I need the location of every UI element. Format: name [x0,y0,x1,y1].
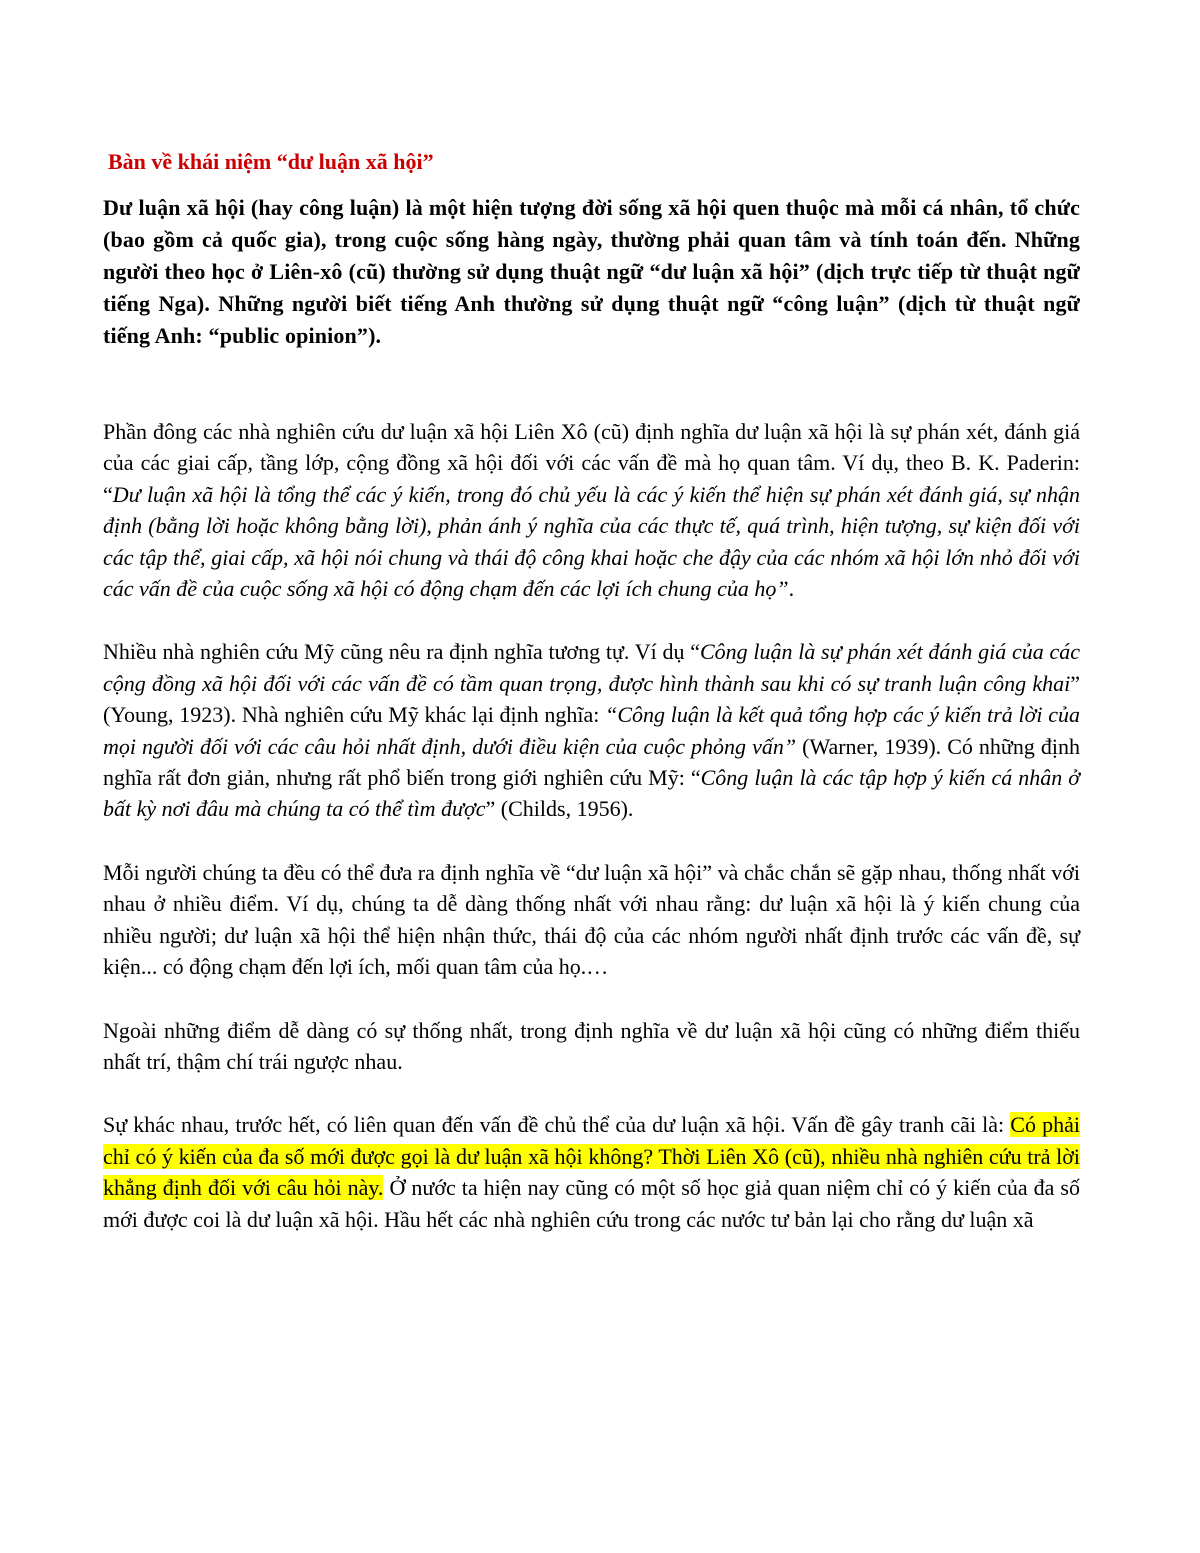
paragraph-spacer [103,352,1080,416]
document-page [103,148,1080,1235]
paragraph-text: ” (Childs, 1956). [485,796,634,822]
paragraph-subject-difference [103,1109,1080,1235]
paragraph-text: Nhiều nhà nghiên cứu Mỹ cũng nêu ra định nghĩa tương tự. Ví dụ “ [103,639,700,665]
paragraph-soviet-definition [103,416,1080,604]
quote-young: Công luận là sự phán xét đánh giá của các cộng đồng xã hội đối với các vấn đề có tầm quan trọng, được hình thành sau khi có sự tranh luận công khai [103,639,1080,696]
paragraph-spacer [103,1077,1080,1109]
highlighted-text: Có phải chỉ có ý kiến của đa số mới được gọi là dư luận xã hội không? Thời Liên Xô (cũ), nhiều nhà nghiên cứu trả lời khẳng định đối với câu hỏi này. [103,1112,1080,1201]
paragraph-spacer [103,983,1080,1015]
paragraph-common-ground: Mỗi người chúng ta đều có thể đưa ra định nghĩa về “dư luận xã hội” và chắc chắn sẽ gặp nhau, thống nhất với nhau ở nhiều điểm. Ví dụ, chúng ta dễ dàng thống nhất với nhau rằng: dư luận xã hội là ý kiến chung của nhiều người; dư luận xã hội thể hiện nhận thức, thái độ của các nhóm người nhất định trước các vấn đề, sự kiện... có động chạm đến lợi ích, mối quan tâm của họ.… [103,859,1080,980]
paragraph-spacer [103,825,1080,857]
quote-warner: “Công luận là kết quả tổng hợp các ý kiến trả lời của mọi người đối với các câu hỏi nhất định, dưới điều kiện của cuộc phỏng vấn” [103,702,1080,759]
paragraph-text: . [788,576,795,602]
paragraph-text: Phần đông các nhà nghiên cứu dư luận xã hội Liên Xô (cũ) định nghĩa dư luận xã hội là sự phán xét, đánh giá của các giai cấp, tầng lớp, cộng đồng xã hội đối với các vấn đề mà họ quan tâm. Ví dụ, theo B. K. Paderin: “ [103,419,1080,507]
paragraph-disagreement: Ngoài những điểm dễ dàng có sự thống nhất, trong định nghĩa về dư luận xã hội cũng có những điểm thiếu nhất trí, thậm chí trái ngược nhau. [103,1017,1080,1074]
paragraph-text: (Warner, 1939). Có những định nghĩa rất đơn giản, nhưng rất phổ biến trong giới nghiên cứu Mỹ: “ [103,733,1080,791]
paragraph-text: Ở nước ta hiện nay cũng có một số học giả quan niệm chỉ có ý kiến của đa số mới được coi là dư luận xã hội. Hầu hết các nhà nghiên cứu trong các nước tư bản lại cho rằng dư luận xã [103,1175,1080,1232]
quote-childs: Công luận là các tập hợp ý kiến cá nhân ở bất kỳ nơi đâu mà chúng ta có thể tìm được [103,765,1080,822]
document-title: Bàn về khái niệm “dư luận xã hội” [108,149,434,174]
intro-paragraph: Dư luận xã hội (hay công luận) là một hiện tượng đời sống xã hội quen thuộc mà mỗi cá nhân, tổ chức (bao gồm cả quốc gia), trong cuộc sống hàng ngày, thường phải quan tâm và tính toán đến. Những người theo học ở Liên-xô (cũ) thường sử dụng thuật ngữ “dư luận xã hội” (dịch trực tiếp từ thuật ngữ tiếng Nga). Những người biết tiếng Anh thường sử dụng thuật ngữ “công luận” (dịch từ thuật ngữ tiếng Anh: “public opinion”). [103,195,1080,348]
paragraph-text: Sự khác nhau, trước hết, có liên quan đến vấn đề chủ thể của dư luận xã hội. Vấn đề gây tranh cãi là: [103,1112,1011,1138]
paragraph-american-definition [103,636,1080,824]
paragraph-spacer [103,604,1080,636]
quote-paderin: Dư luận xã hội là tổng thể các ý kiến, trong đó chủ yếu là các ý kiến thể hiện sự phán xét đánh giá, sự nhận định (bằng lời hoặc không bằng lời), phản ánh ý nghĩa của các thực tế, quá trình, hiện tượng, sự kiện đối với các tập thể, giai cấp, xã hội nói chung và thái độ công khai hoặc che đậy của các nhóm xã hội lớn nhỏ đối với các vấn đề của cuộc sống xã hội có động chạm đến các lợi ích chung của họ” [103,481,1080,602]
paragraph-text: ” (Young, 1923). Nhà nghiên cứu Mỹ khác lại định nghĩa: [103,670,1080,728]
